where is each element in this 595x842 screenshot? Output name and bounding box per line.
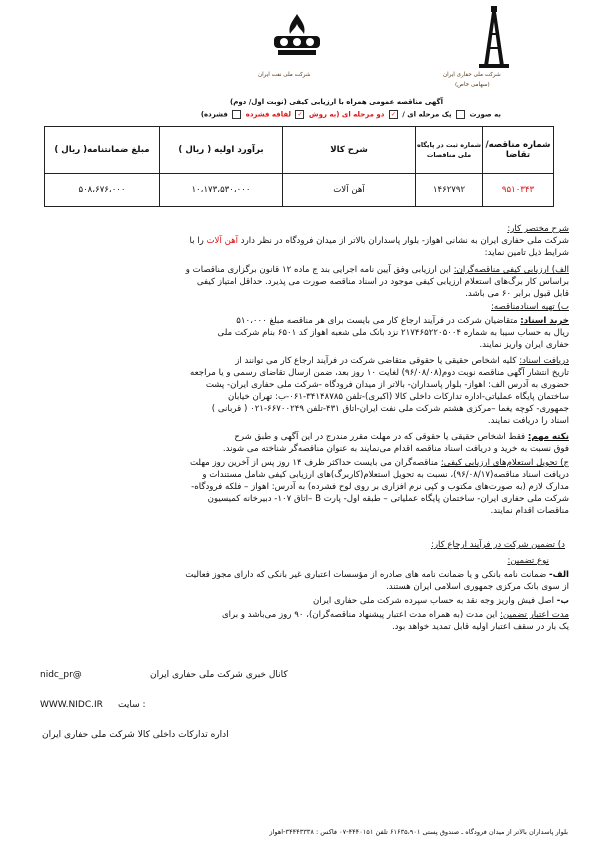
body-line bbox=[222, 610, 569, 621]
tender-method bbox=[201, 110, 501, 119]
body-line: حفاری ایران واریز نمایند. bbox=[479, 340, 569, 350]
line-text: شرکت ملی حفاری ایران به نشانی اهواز- بلوار پاسداران بالاتر از میدان فرودگاه در نظر دارد bbox=[240, 236, 569, 246]
method-envelope2: فشرده) bbox=[200, 110, 228, 119]
checkbox-two-stage-checked: ✓ bbox=[390, 111, 396, 118]
site-url[interactable]: WWW.NIDC.IR bbox=[40, 700, 103, 710]
body-line bbox=[190, 458, 569, 469]
site-label: : سایت bbox=[118, 700, 146, 710]
tender-items-table bbox=[44, 126, 554, 207]
body-line: یک بار در سقف اعتبار اولیه قابل تمدید خواهد بود. bbox=[391, 622, 569, 632]
header-description: شرح کالا bbox=[283, 127, 416, 174]
method-two-stage: دو مرحله ای (به روش bbox=[308, 110, 385, 119]
line-text: اصل فیش واریز وجه نقد به حساب سپرده شرکت ملی حفاری ایران bbox=[313, 596, 555, 606]
cell-tender-number: ۹۵۱۰۳۴۳ bbox=[483, 174, 554, 207]
body-line bbox=[189, 236, 569, 247]
notice-title: آگهی مناقصه عمومی همراه با ارزیابی کیفی (نوبت اول/ دوم) bbox=[230, 98, 444, 106]
line-text: فقط اشخاص حقیقی یا حقوقی که در مهلت مقرر مندرج در این آگهی و طبق شرح bbox=[234, 432, 526, 442]
method-envelope1: لفافه فشرده bbox=[245, 110, 292, 119]
section-short-desc: شرح مختصر کار: bbox=[507, 224, 569, 234]
channel-label: کانال خبری شرکت ملی حفاری ایران bbox=[150, 670, 288, 680]
body-line bbox=[234, 432, 569, 443]
heading-purchase: خرید اسناد: bbox=[520, 316, 569, 326]
section-guarantee: د) تضمین شرکت در فرآیند ارجاع کار: bbox=[430, 540, 565, 550]
line-text: متقاضیان شرکت در فرآیند ارجاع کار می بایست برای هر مناقصه مبلغ ۵۱۰،۰۰۰ bbox=[236, 316, 518, 326]
header-guarantee: مبلغ ضمانتنامه( ریال ) bbox=[45, 127, 160, 174]
header-registration-number: شماره ثبت در پایگاه ملی مناقصات bbox=[416, 127, 483, 174]
body-line: تاریخ انتشار آگهی مناقصه نوبت دوم(۹۶/۰۸/۰۸) لغایت ۱۰ روز بعد، ضمن ارسال تقاضای رسمی و یا مراجعه bbox=[190, 368, 569, 378]
cell-guarantee: ۵۰۸،۶۷۶،۰۰۰ bbox=[45, 174, 160, 207]
body-line: جمهوری- کوچه یغما –مرکزی هشتم شرکت ملی نفت ایران-اتاق ۴۳۱-تلفن ۶۶۷۰۰۲۴۹-۰۲۱ ( قربانی ) bbox=[211, 404, 569, 414]
body-line: حضوری به آدرس الف: اهواز- بلوار پاسداران- بالاتر از میدان فرودگاه -شرکت ملی حفاری ایران- پشت bbox=[205, 380, 569, 390]
nioc-flame-logo-icon bbox=[268, 10, 326, 60]
body-line bbox=[236, 316, 569, 327]
header-estimate: برآورد اولیه ( ریال ) bbox=[160, 127, 283, 174]
line-text: این مدت (به همراه مدت اعتبار پیشنهاد مناقصه‌گران)، ۹۰ روز می‌باشد و برای bbox=[221, 610, 498, 620]
method-one-stage: یک مرحله ای / bbox=[402, 110, 452, 119]
line-text: مناقصه‌گران می بایست حداکثر ظرف ۱۴ روز پس از آخرین روز مهلت bbox=[189, 458, 439, 468]
checkbox-envelope-checked: ✓ bbox=[297, 111, 303, 118]
body-line: شرایط ذیل تامین نماید: bbox=[484, 248, 569, 258]
nidc-name: شرکت ملی حفاری ایران bbox=[443, 72, 501, 78]
drilling-rig-logo-icon bbox=[476, 4, 512, 70]
line-text: را با bbox=[189, 236, 204, 246]
heading-validity: مدت اعتبار تضمین: bbox=[500, 610, 569, 620]
heading-receive: دریافت اسناد: bbox=[519, 356, 569, 366]
cell-description: آهن آلات bbox=[283, 174, 416, 207]
body-line: قابل قبول برابر ۶۰ می باشد. bbox=[465, 289, 569, 299]
label-a: الف- bbox=[549, 570, 569, 580]
body-line bbox=[235, 356, 569, 367]
body-line: مناقصات اقدام نمایند. bbox=[490, 506, 569, 516]
heading-delivery: ج) تحویل استعلام‌های ارزیابی کیفی: bbox=[440, 458, 569, 468]
item-name-highlight: آهن آلات bbox=[206, 236, 239, 246]
body-line: براساس کار برگ‌های استعلام ارزیابی کیفی موجود در اسناد مناقصه صورت می پذیرد. حداقل امتیاز کیفی bbox=[196, 277, 569, 287]
heading-important-note: نکته مهم: bbox=[527, 432, 569, 442]
body-line bbox=[185, 570, 569, 581]
department-name: اداره تدارکات داخلی کالا شرکت ملی حفاری ایران bbox=[42, 730, 229, 740]
line-text: ضمانت نامه بانکی و یا ضمانت نامه های صادره از مؤسسات اعتباری غیر بانکی که دارای مجوز فعالیت bbox=[185, 570, 547, 580]
line-text: این ارزیابی وفق آیین نامه اجرایی بند ج ماده ۱۲ قانون برگزاری مناقصات و bbox=[185, 265, 451, 275]
channel-id: @nidc_pr bbox=[40, 670, 82, 680]
body-line: ساختمان پایگاه عملیاتی-اداره تدارکات داخلی کالا (اکبری)-تلفن ۳۴۱۴۸۷۸۵-۰۶۱-ب: تهران خیابان bbox=[227, 392, 569, 402]
cell-registration-number: ۱۴۶۲۷۹۲ bbox=[416, 174, 483, 207]
method-prefix: به صورت bbox=[469, 110, 501, 119]
checkbox-envelope2 bbox=[232, 110, 241, 119]
body-line: اسناد را دریافت نمایند. bbox=[487, 416, 569, 426]
checkbox-one-stage bbox=[456, 110, 465, 119]
footer-address: بلوار پاسداران بالاتر از میدان فرودگاه ـ صندوق پستی ۶۱۶۳۵،۹۰۱ تلفن ۴۴۴۰۱۵۱-۰۷ فاکس : ۳۴۴۴۳۳۳۸-اهواز bbox=[269, 828, 568, 836]
body-line: از سوی بانک مرکزی جمهوری اسلامی ایران هستند. bbox=[386, 582, 569, 592]
body-line: ریال به حساب سیبا به شماره ۲۱۷۴۶۵۲۲۰۵۰۰۴ نزد بانک ملی شعبه اهواز کد ۶۵۰۱ بنام شرکت ملی bbox=[217, 328, 569, 338]
body-line: فوق نسبت به خرید و دریافت اسناد مناقصه اقدام می‌نمایند به عنوان مناقصه‌گر شناخته می شوند. bbox=[222, 444, 569, 454]
body-line: مدارک لازم (به صورت‌های مکتوب و کپی نرم افزاری بر روی لوح فشرده) به آدرس: اهواز – فلکه فرودگاه- bbox=[191, 482, 569, 492]
body-line bbox=[313, 596, 569, 607]
nidc-subtitle: (سهامی خاص) bbox=[455, 82, 490, 88]
table-header-row bbox=[45, 127, 554, 174]
body-line: شرکت ملی حفاری ایران- ساختمان پایگاه عملیاتی – طبقه اول- پارت B –اتاق ۱۰۷- دبیرخانه کمیسیون bbox=[207, 494, 569, 504]
nioc-name: شرکت ملی نفت ایران bbox=[258, 72, 311, 78]
cell-estimate: ۱۰،۱۷۳،۵۳۰،۰۰۰ bbox=[160, 174, 283, 207]
body-line: دریافت اسناد مناقصه(۹۶/۰۸/۱۷)، نسبت به تحویل استعلام(کاربرگ)های ارزیابی کیفی شامل مستندات و bbox=[202, 470, 569, 480]
header-tender-number: شماره مناقصه/ تقاضا bbox=[483, 127, 554, 174]
section-documents: ب) تهیه اسنادمناقصه: bbox=[491, 302, 569, 312]
heading-guarantee-type: نوع تضمین: bbox=[507, 556, 549, 566]
table-row bbox=[45, 174, 554, 207]
body-line bbox=[186, 265, 569, 276]
heading-quality-eval: الف) ارزیابی کیفی مناقصه‌گران: bbox=[453, 265, 569, 275]
line-text: کلیه اشخاص حقیقی یا حقوقی متقاضی شرکت در فرآیند ارجاع کار می توانند از bbox=[235, 356, 517, 366]
label-b: ب- bbox=[556, 596, 569, 606]
